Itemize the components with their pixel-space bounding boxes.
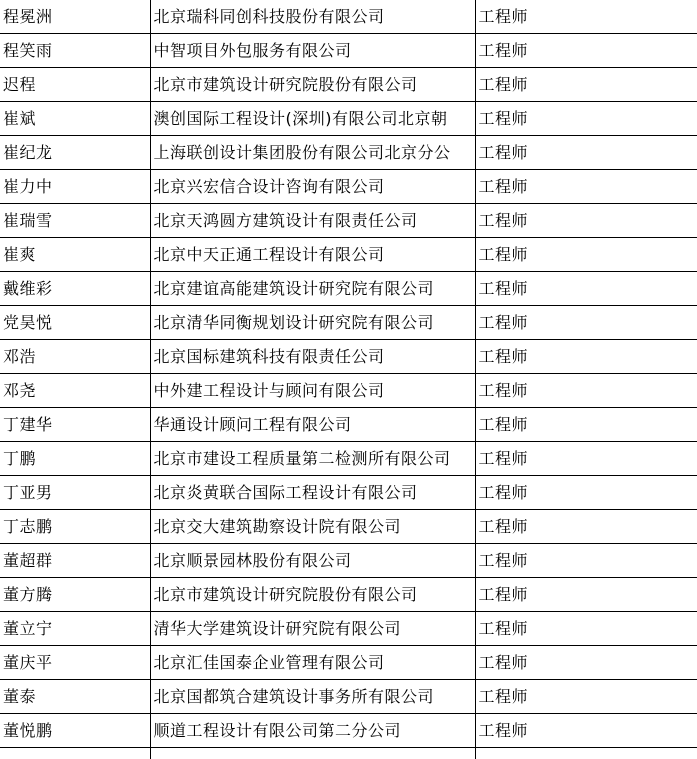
table-row (0, 34, 697, 68)
name-cell[interactable]: 董立宁 (0, 612, 150, 646)
title-cell[interactable]: 工程师 (475, 272, 697, 306)
name-cell[interactable]: 崔纪龙 (0, 136, 150, 170)
company-cell[interactable]: 中智项目外包服务有限公司 (150, 34, 475, 68)
company-cell[interactable]: 北京兴宏信合设计咨询有限公司 (150, 170, 475, 204)
company-cell[interactable] (150, 748, 475, 759)
company-cell[interactable]: 北京建谊高能建筑设计研究院有限公司 (150, 272, 475, 306)
title-cell[interactable]: 工程师 (475, 170, 697, 204)
company-cell[interactable]: 北京国标建筑科技有限责任公司 (150, 340, 475, 374)
name-cell[interactable] (0, 748, 150, 759)
name-cell[interactable]: 党昊悦 (0, 306, 150, 340)
company-cell[interactable]: 北京天鸿圆方建筑设计有限责任公司 (150, 204, 475, 238)
title-cell[interactable]: 工程师 (475, 544, 697, 578)
name-cell[interactable]: 邓尧 (0, 374, 150, 408)
company-cell[interactable]: 北京交大建筑勘察设计院有限公司 (150, 510, 475, 544)
name-cell[interactable]: 崔力中 (0, 170, 150, 204)
title-cell[interactable]: 工程师 (475, 238, 697, 272)
table-row (0, 204, 697, 238)
table-row (0, 102, 697, 136)
title-cell[interactable]: 工程师 (475, 204, 697, 238)
company-cell[interactable]: 顺道工程设计有限公司第二分公司 (150, 714, 475, 748)
table-row (0, 476, 697, 510)
title-cell[interactable]: 工程师 (475, 714, 697, 748)
table-row (0, 340, 697, 374)
name-cell[interactable]: 丁鹏 (0, 442, 150, 476)
name-cell[interactable]: 程笑雨 (0, 34, 150, 68)
title-cell[interactable]: 工程师 (475, 442, 697, 476)
company-cell[interactable]: 北京市建筑设计研究院股份有限公司 (150, 68, 475, 102)
title-cell[interactable]: 工程师 (475, 578, 697, 612)
title-cell[interactable]: 工程师 (475, 646, 697, 680)
name-cell[interactable]: 丁建华 (0, 408, 150, 442)
table-row (0, 170, 697, 204)
table-row (0, 510, 697, 544)
title-cell[interactable]: 工程师 (475, 476, 697, 510)
table-row (0, 238, 697, 272)
company-cell[interactable]: 上海联创设计集团股份有限公司北京分公 (150, 136, 475, 170)
table-row (0, 612, 697, 646)
name-cell[interactable]: 戴维彩 (0, 272, 150, 306)
company-cell[interactable]: 澳创国际工程设计(深圳)有限公司北京朝 (150, 102, 475, 136)
company-cell[interactable]: 北京中天正通工程设计有限公司 (150, 238, 475, 272)
name-cell[interactable]: 董方腾 (0, 578, 150, 612)
title-cell[interactable]: 工程师 (475, 510, 697, 544)
table-row (0, 544, 697, 578)
table-row (0, 442, 697, 476)
title-cell[interactable]: 工程师 (475, 68, 697, 102)
company-cell[interactable]: 中外建工程设计与顾问有限公司 (150, 374, 475, 408)
title-cell[interactable]: 工程师 (475, 34, 697, 68)
table-row (0, 0, 697, 34)
table-row (0, 578, 697, 612)
title-cell[interactable]: 工程师 (475, 306, 697, 340)
company-cell[interactable]: 北京顺景园林股份有限公司 (150, 544, 475, 578)
name-cell[interactable]: 董超群 (0, 544, 150, 578)
table-row (0, 646, 697, 680)
title-cell[interactable]: 工程师 (475, 612, 697, 646)
company-cell[interactable]: 北京炎黄联合国际工程设计有限公司 (150, 476, 475, 510)
name-cell[interactable]: 丁亚男 (0, 476, 150, 510)
name-cell[interactable]: 崔瑞雪 (0, 204, 150, 238)
table-row (0, 714, 697, 748)
name-cell[interactable]: 崔斌 (0, 102, 150, 136)
company-cell[interactable]: 清华大学建筑设计研究院有限公司 (150, 612, 475, 646)
name-cell[interactable]: 程冕洲 (0, 0, 150, 34)
title-cell[interactable]: 工程师 (475, 340, 697, 374)
table-row (0, 408, 697, 442)
table-row (0, 136, 697, 170)
name-cell[interactable]: 董庆平 (0, 646, 150, 680)
name-cell[interactable]: 丁志鹏 (0, 510, 150, 544)
name-cell[interactable]: 邓浩 (0, 340, 150, 374)
title-cell[interactable]: 工程师 (475, 102, 697, 136)
name-cell[interactable]: 迟程 (0, 68, 150, 102)
name-cell[interactable]: 董泰 (0, 680, 150, 714)
table-row (0, 306, 697, 340)
company-cell[interactable]: 北京汇佳国泰企业管理有限公司 (150, 646, 475, 680)
table-row (0, 374, 697, 408)
company-cell[interactable]: 华通设计顾问工程有限公司 (150, 408, 475, 442)
table-row (0, 748, 697, 759)
company-cell[interactable]: 北京国都筑合建筑设计事务所有限公司 (150, 680, 475, 714)
title-cell[interactable]: 工程师 (475, 374, 697, 408)
table-row (0, 68, 697, 102)
table-row (0, 680, 697, 714)
title-cell[interactable] (475, 748, 697, 759)
name-cell[interactable]: 董悦鹏 (0, 714, 150, 748)
company-cell[interactable]: 北京市建设工程质量第二检测所有限公司 (150, 442, 475, 476)
company-cell[interactable]: 北京市建筑设计研究院股份有限公司 (150, 578, 475, 612)
title-cell[interactable]: 工程师 (475, 680, 697, 714)
company-cell[interactable]: 北京瑞科同创科技股份有限公司 (150, 0, 475, 34)
table-row (0, 272, 697, 306)
name-cell[interactable]: 崔爽 (0, 238, 150, 272)
title-cell[interactable]: 工程师 (475, 136, 697, 170)
title-cell[interactable]: 工程师 (475, 408, 697, 442)
company-cell[interactable]: 北京清华同衡规划设计研究院有限公司 (150, 306, 475, 340)
title-cell[interactable]: 工程师 (475, 0, 697, 34)
